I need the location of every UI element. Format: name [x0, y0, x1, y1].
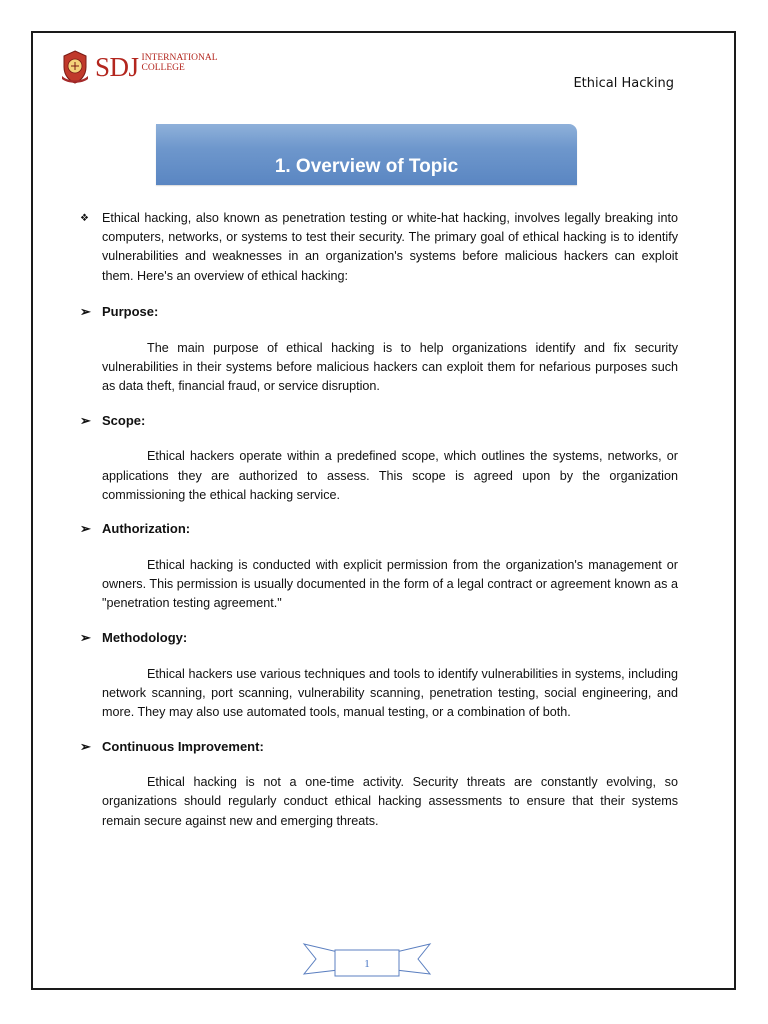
intro-paragraph [80, 209, 678, 286]
arrow-bullet-icon: ➢ [80, 630, 91, 646]
logo-subtitle-line1: INTERNATIONAL [141, 53, 218, 63]
running-header-title: Ethical Hacking [573, 76, 674, 91]
section-heading-text: Purpose: [102, 304, 159, 320]
logo-wordmark: SDJ [95, 51, 139, 82]
section-title-banner [156, 124, 577, 185]
section-heading [80, 628, 678, 648]
college-seal-icon [58, 49, 92, 85]
section-scope [80, 410, 678, 505]
section-heading [80, 736, 678, 756]
arrow-bullet-icon: ➢ [80, 738, 91, 754]
section-body: Ethical hacking is conducted with explicit permission from the organization's management or owners. This permission is usually documented in the form of a legal contract or agreement known as a "penetration testing agreement." [102, 558, 678, 611]
diamond-bullet-icon: ❖ [80, 213, 89, 224]
arrow-bullet-icon: ➢ [80, 412, 91, 428]
logo-subtitle-line2: COLLEGE [141, 63, 185, 73]
arrow-bullet-icon: ➢ [80, 304, 91, 320]
section-body: The main purpose of ethical hacking is to help organizations identify and fix security vulnerabilities in their systems before malicious hackers can exploit them for nefarious purposes such as data theft, financial fraud, or service disruption. [102, 340, 678, 394]
section-body: Ethical hacking is not a one-time activity. Security threats are constantly evolving, so organizations should regularly conduct ethical hacking assessments to ensure that their systems remain secure against new and emerging threats. [102, 775, 678, 828]
section-heading-text: Methodology: [102, 630, 188, 646]
logo-subtitle [142, 53, 218, 73]
document-body [80, 209, 678, 831]
section-purpose [80, 302, 678, 397]
section-continuous-improvement [80, 736, 678, 831]
section-heading-text: Authorization: [102, 521, 191, 537]
page-number-ribbon [302, 940, 432, 980]
section-title: 1. Overview of Topic [274, 156, 459, 177]
section-authorization [80, 519, 678, 614]
section-methodology [80, 628, 678, 723]
page-number: 1 [364, 958, 370, 970]
section-body: Ethical hackers operate within a predefined scope, which outlines the systems, networks, or applications they are authorized to assess. This scope is agreed upon by the organization commissioning the ethical hacking service. [102, 449, 678, 502]
section-heading [80, 519, 678, 539]
section-heading [80, 410, 678, 430]
college-logo [58, 49, 218, 85]
section-heading [80, 302, 678, 322]
intro-text: Ethical hacking, also known as penetration testing or white-hat hacking, involves legally breaking into computers, networks, or systems to test their security. The primary goal of ethical hacking is to identify vulnerabilities and weaknesses in an organization's systems before malicious hackers can exploit them. Here's an overview of ethical hacking: [102, 211, 678, 283]
section-heading-text: Scope: [102, 412, 146, 428]
section-body: Ethical hackers use various techniques and tools to identify vulnerabilities in systems, including network scanning, port scanning, vulnerability scanning, penetration testing, social engineering, and more. They may also use automated tools, manual testing, or a combination of both. [102, 666, 678, 720]
section-heading-text: Continuous Improvement: [102, 738, 264, 754]
arrow-bullet-icon: ➢ [80, 521, 91, 537]
